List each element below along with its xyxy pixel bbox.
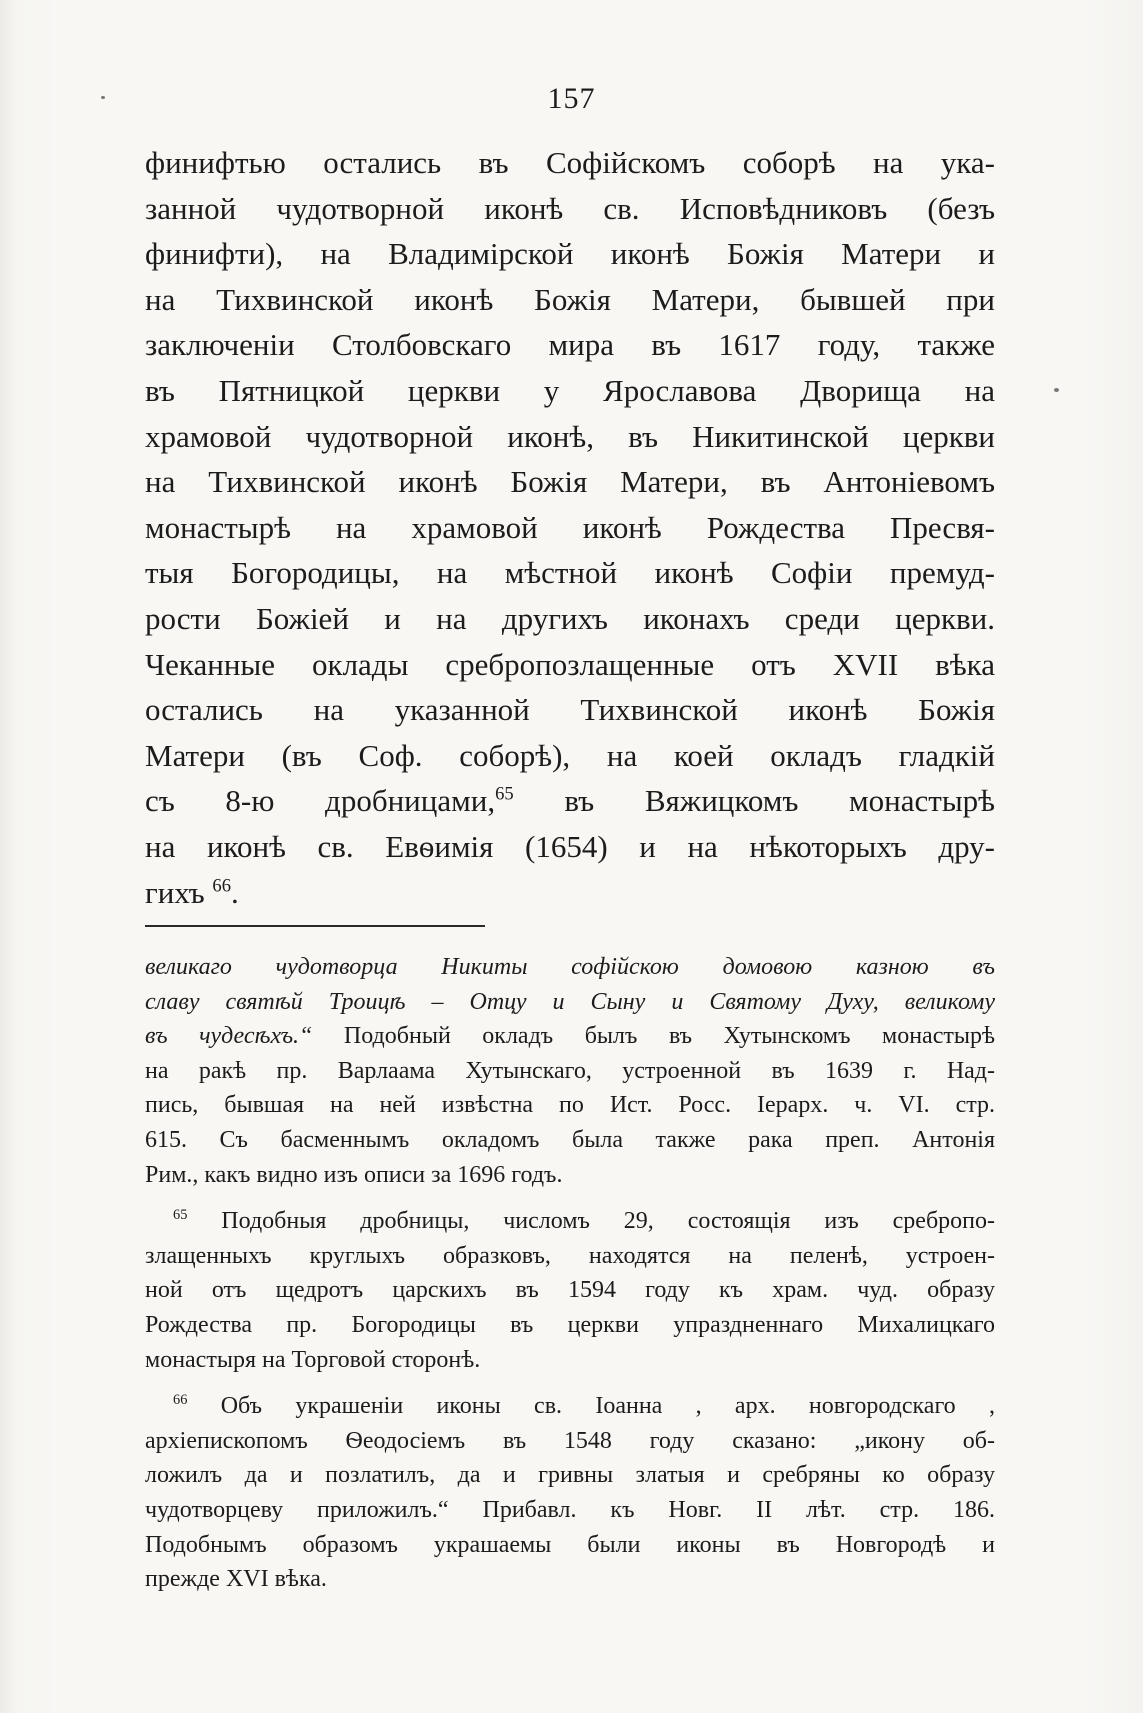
text-line: на иконѣ св. Евѳимія (1654) и на нѣкоторыхъ дру- (145, 828, 995, 864)
paper-speck (1054, 388, 1059, 392)
text-line: Матери (въ Соф. соборѣ), на коей окладъ гладкій (145, 737, 995, 773)
footnote-line: 615. Съ басменнымъ окладомъ была также рака преп. Антонія (145, 1126, 995, 1153)
text-line: тыя Богородицы, на мѣстной иконѣ Софіи премуд- (145, 555, 995, 591)
footnote-fragment: Объ украшеніи иконы св. Іоанна , арх. новгородскаго , (220, 1393, 995, 1420)
footnote-marker-66: 66 (173, 1392, 188, 1409)
footnote-gap (145, 1192, 995, 1204)
footnote-line: Рим., какъ видно изъ описи за 1696 годъ. (145, 1161, 563, 1188)
text-line: остались на указанной Тихвинской иконѣ Божія (145, 692, 995, 728)
text-line-with-footnote: гихъ $^{66}$. (145, 874, 239, 910)
text-line: храмовой чудотворной иконѣ, въ Никитинской церкви (145, 418, 995, 454)
footnote-line: архіепископомъ Ѳеодосіемъ въ 1548 году сказано: „икону об- (145, 1427, 995, 1454)
footnote-line: злащенныхъ круглыхъ образковъ, находятся на пеленѣ, устроен- (145, 1242, 995, 1269)
text-line: заключеніи Столбовскаго мира въ 1617 году, также (145, 327, 995, 363)
footnote-line: прежде XVI вѣка. (145, 1566, 327, 1593)
text-fragment: въ Вяжицкомъ монастырѣ (564, 783, 995, 819)
text-fragment: съ 8-ю дробницами, (145, 783, 496, 819)
footnote-line: чудотворцеву приложилъ.“ Прибавл. къ Новг. II лѣт. стр. 186. (145, 1496, 995, 1523)
footnote-gap (145, 1377, 995, 1389)
footnote-italic-fragment: въ чудесѣхъ.“ (145, 1023, 313, 1050)
footnote-marker-65: 65 (173, 1207, 188, 1224)
footnote-line: Подобнымъ образомъ украшаемы были иконы въ Новгородѣ и (145, 1531, 995, 1558)
footnote-line: славу святѣй Троицѣ – Отцу и Сыну и Святому Духу, великому (145, 988, 995, 1015)
main-text-block (145, 140, 995, 915)
footnote-line: монастыря на Торговой сторонѣ. (145, 1346, 481, 1373)
footnote-ref-66[interactable]: 66 (212, 875, 231, 897)
text-fragment: гихъ (145, 874, 205, 910)
text-line-with-footnote (145, 778, 995, 824)
text-line: Чеканные оклады сребропозлащенные отъ XVII вѣка (145, 646, 995, 682)
text-line: рости Божіей и на другихъ иконахъ среди церкви. (145, 600, 995, 636)
text-line: на Тихвинской иконѣ Божія Матери, въ Антоніевомъ (145, 464, 995, 500)
text-line: финифти), на Владимірской иконѣ Божія Матери и (145, 236, 995, 272)
footnote-ref-65[interactable]: 65 (495, 783, 514, 805)
text-line: монастырѣ на храмовой иконѣ Рождества Пресвя- (145, 509, 995, 545)
footnote-fragment: Подобный окладъ былъ въ Хутынскомъ монастырѣ (343, 1023, 995, 1050)
footnote-divider (145, 925, 485, 927)
footnote-65-first-line (145, 1204, 995, 1239)
text-line: въ Пятницкой церкви у Ярославова Дворища на (145, 372, 995, 408)
footnote-line: ложилъ да и позлатилъ, да и гривны златыя и сребряны ко образу (145, 1462, 995, 1489)
footnote-line: пись, бывшая на ней извѣстна по Ист. Росс. Іерарх. ч. VI. стр. (145, 1092, 995, 1119)
footnote-line: великаго чудотворца Никиты софійскою домовою казною въ (145, 954, 995, 980)
text-line: занной чудотворной иконѣ св. Исповѣдниковъ (безъ (145, 190, 995, 226)
footnote-fragment: Подобныя дробницы, числомъ 29, состоящія изъ сребропо- (221, 1208, 996, 1235)
footnote-line: Рождества пр. Богородицы въ церкви упраздненнаго Михалицкаго (145, 1311, 995, 1338)
footnote-line (145, 1019, 995, 1054)
footnotes-block (145, 950, 995, 1597)
footnote-line: ной отъ щедротъ царскихъ въ 1594 году къ храм. чуд. образу (145, 1277, 995, 1304)
footnote-line: на ракѣ пр. Варлаама Хутынскаго, устроенной въ 1639 г. Над- (145, 1057, 995, 1084)
text-line: финифтью остались въ Софійскомъ соборѣ на ука- (145, 145, 995, 180)
text-line: на Тихвинской иконѣ Божія Матери, бывшей при (145, 281, 995, 317)
footnote-66-first-line (145, 1389, 995, 1424)
page-number: 157 (547, 82, 596, 115)
